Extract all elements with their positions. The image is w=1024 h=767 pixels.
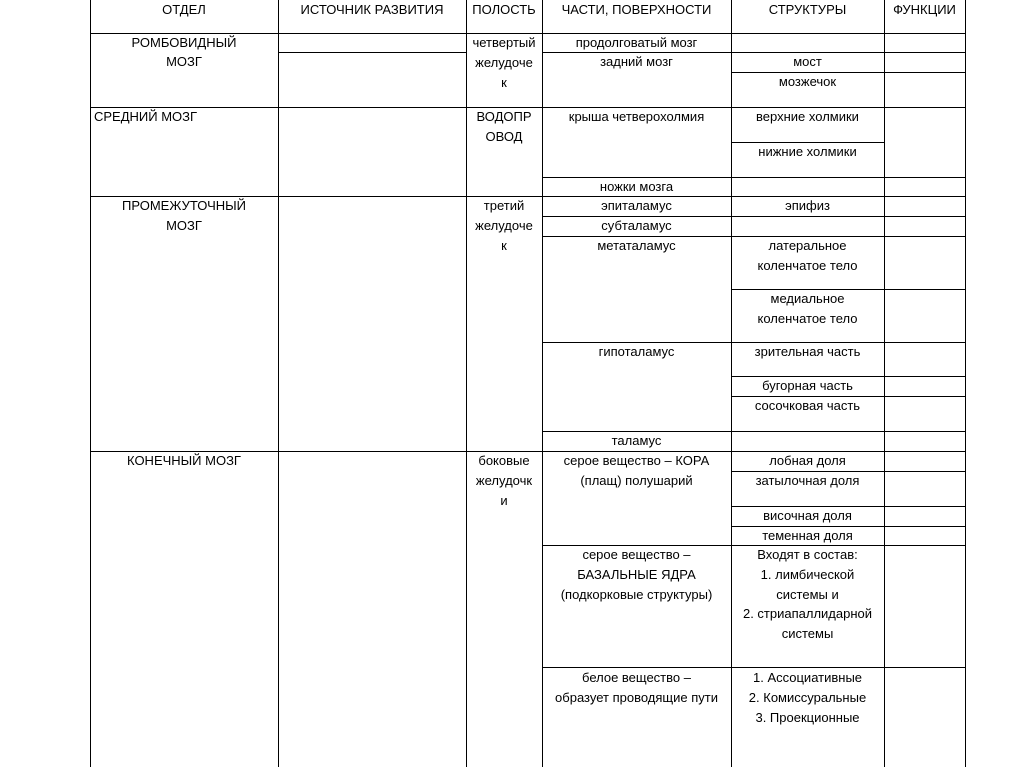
part-basal-1: серое вещество – <box>582 547 691 562</box>
struct-pons: мост <box>793 54 822 69</box>
grid-line <box>278 0 279 767</box>
part-cortex-2: (плащ) полушарий <box>580 473 693 488</box>
part-thalamus: таламус <box>611 433 662 448</box>
part-subthalamus: субталамус <box>601 218 672 233</box>
header-funktsii: ФУНКЦИИ <box>893 2 956 17</box>
header-istochnik: ИСТОЧНИК РАЗВИТИЯ <box>300 2 444 17</box>
part-metathalamus: метаталамус <box>597 238 676 253</box>
otdel-inter-line1: ПРОМЕЖУТОЧНЫЙ <box>122 198 246 213</box>
struct-superior-colliculi: верхние холмики <box>756 109 859 124</box>
struct-basal-5: системы <box>781 626 834 641</box>
polost-tel-3: и <box>500 493 508 508</box>
polost-inter-2: желудоче <box>475 218 533 233</box>
polost-inter-3: к <box>501 238 507 253</box>
part-hindbrain: задний мозг <box>600 54 673 69</box>
struct-basal-1: Входят в состав: <box>757 547 858 562</box>
struct-occipital-lobe: затылочная доля <box>755 473 860 488</box>
struct-tuberal-part: бугорная часть <box>762 378 853 393</box>
polost-tel-1: боковые <box>478 453 530 468</box>
grid-line <box>278 52 466 53</box>
part-basal-3: (подкорковые структуры) <box>560 587 713 602</box>
struct-parietal-lobe: теменная доля <box>762 528 853 543</box>
polost-tel-2: желудочк <box>475 473 533 488</box>
struct-white-2: 2. Комиссуральные <box>748 690 867 705</box>
part-peduncles: ножки мозга <box>599 179 674 194</box>
part-basal-2: БАЗАЛЬНЫЕ ЯДРА <box>577 567 696 582</box>
header-otdel: ОТДЕЛ <box>162 2 206 17</box>
otdel-mid: СРЕДНИЙ МОЗГ <box>94 109 198 124</box>
struct-epiphysis: эпифиз <box>785 198 830 213</box>
header-struktury: СТРУКТУРЫ <box>768 2 847 17</box>
part-medulla: продолговатый мозг <box>575 35 698 50</box>
otdel-inter-line2: МОЗГ <box>166 218 202 233</box>
part-white-2: образует проводящие пути <box>555 690 718 705</box>
grid-line <box>965 0 966 767</box>
struct-lateral-2: коленчатое тело <box>757 258 858 273</box>
polost-mid-1: ВОДОПР <box>476 109 532 124</box>
polost-rhomb-3: к <box>501 75 507 90</box>
struct-inferior-colliculi: нижние холмики <box>758 144 857 159</box>
part-epithalamus: эпиталамус <box>601 198 672 213</box>
polost-inter-1: третий <box>483 198 525 213</box>
struct-medial-2: коленчатое тело <box>757 311 858 326</box>
otdel-rhomb-line2: МОЗГ <box>166 54 202 69</box>
part-hypothalamus: гипоталамус <box>598 344 675 359</box>
struct-lateral-1: латеральное <box>768 238 847 253</box>
header-chasti: ЧАСТИ, ПОВЕРХНОСТИ <box>561 2 712 17</box>
struct-basal-3: системы и <box>776 587 839 602</box>
grid-line <box>884 0 885 767</box>
struct-basal-4: 2. стриапаллидарной <box>742 606 873 621</box>
header-polost: ПОЛОСТЬ <box>472 2 536 17</box>
part-tectum: крыша четверохолмия <box>568 109 705 124</box>
struct-temporal-lobe: височная доля <box>763 508 852 523</box>
polost-mid-2: ОВОД <box>485 129 523 144</box>
part-white-1: белое вещество – <box>582 670 691 685</box>
struct-white-1: 1. Ассоциативные <box>752 670 863 685</box>
struct-basal-2: 1. лимбической <box>760 567 855 582</box>
grid-line <box>90 0 91 767</box>
otdel-rhomb-line1: РОМБОВИДНЫЙ <box>131 35 237 50</box>
struct-mammillary-part: сосочковая часть <box>754 398 861 413</box>
struct-white-3: 3. Проекционные <box>755 710 860 725</box>
struct-medial-1: медиальное <box>770 291 845 306</box>
part-cortex-1: серое вещество – КОРА <box>563 453 710 468</box>
struct-optic-part: зрительная часть <box>754 344 861 359</box>
polost-rhomb-1: четвертый <box>472 35 536 50</box>
polost-rhomb-2: желудоче <box>475 55 533 70</box>
struct-frontal-lobe: лобная доля <box>769 453 846 468</box>
otdel-tel: КОНЕЧНЫЙ МОЗГ <box>127 453 241 468</box>
struct-cerebellum: мозжечок <box>778 74 837 89</box>
